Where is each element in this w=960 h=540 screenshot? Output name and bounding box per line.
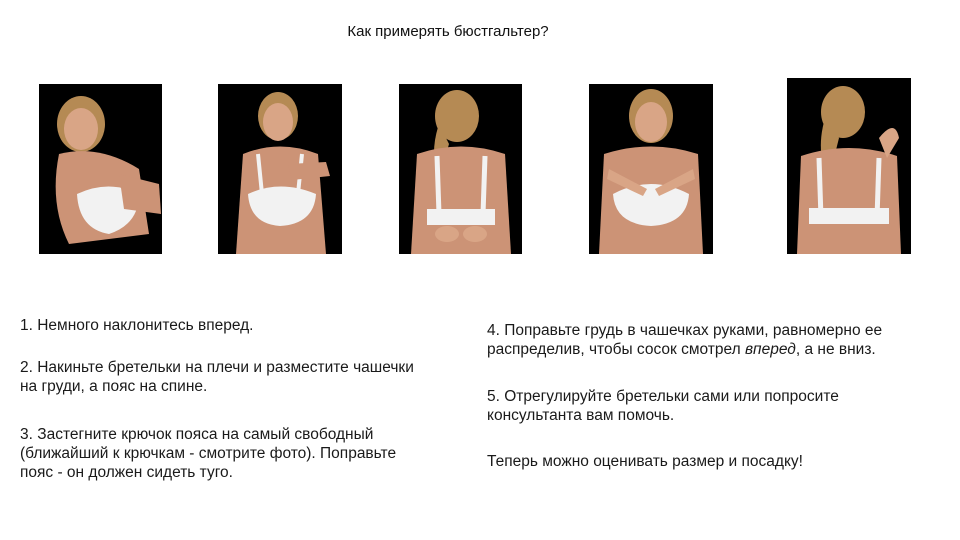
final-note <box>487 452 803 471</box>
step-2-line-1: 2. Накиньте бретельки на плечи и разместите чашечки <box>20 359 414 376</box>
woman-fastening-hook-back-photo <box>399 84 522 254</box>
step-3-line-2: (ближайший к крючкам - смотрите фото). Поправьте <box>20 445 397 462</box>
woman-putting-on-straps-photo <box>218 84 342 254</box>
step-1-text <box>20 316 254 335</box>
step-4-line-1: 4. Поправьте грудь в чашечках руками, равномерно ее <box>487 322 883 339</box>
final-note-line: Теперь можно оценивать размер и посадку! <box>487 453 803 470</box>
step-3-line-3: пояс - он должен сидеть туго. <box>20 464 233 481</box>
step-4-text <box>487 321 882 359</box>
step-4-line-2-end: , а не вниз. <box>795 341 876 358</box>
step-4-line-2-start: распределив, чтобы сосок смотрел <box>487 341 745 358</box>
step-1-line-1: 1. Немного наклонитесь вперед. <box>20 317 254 334</box>
step-5-text <box>487 387 839 425</box>
woman-adjusting-cups-photo <box>589 84 713 254</box>
woman-adjusting-straps-back-photo <box>787 78 911 254</box>
step-2-line-2: на груди, а пояс на спине. <box>20 378 208 395</box>
step-4-line-2 <box>487 340 882 359</box>
step-3-line-1: 3. Застегните крючок пояса на самый свободный <box>20 426 374 443</box>
step-5-line-2: консультанта вам помочь. <box>487 407 675 424</box>
step-3-text <box>20 425 396 482</box>
step-4-line-2-emphasis: вперед <box>744 341 796 358</box>
woman-leaning-forward-photo <box>39 84 162 254</box>
page-title: Как примерять бюстгальтер? <box>347 23 549 40</box>
step-2-text <box>20 358 414 396</box>
step-5-line-1: 5. Отрегулируйте бретельки сами или попросите <box>487 388 839 405</box>
